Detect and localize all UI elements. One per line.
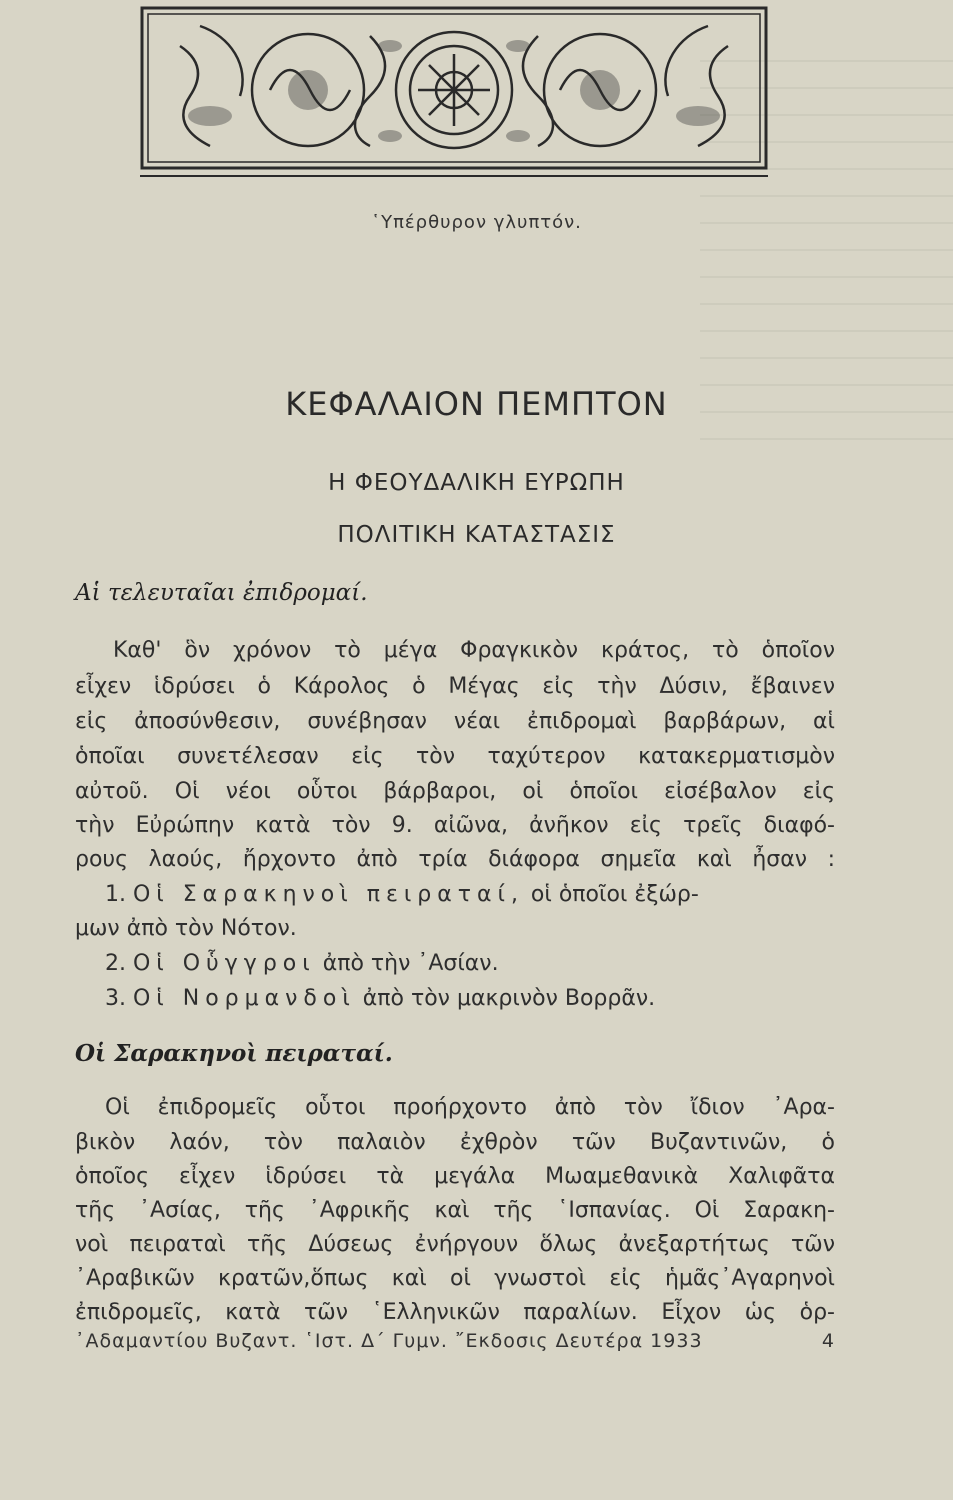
section-heading: Αἱ τελευταῖαι ἐπιδρομαί.	[75, 580, 368, 606]
page-number: 4	[821, 1330, 835, 1352]
lintel-carving-illustration	[140, 6, 768, 182]
list-item	[105, 984, 835, 1014]
paragraph-line: τῆς ᾿Ασίας, τῆς ᾿Αφρικῆς καὶ τῆς ῾Ισπανίας. Οἱ Σαρακη-	[75, 1198, 835, 1223]
footer-source: ᾿Αδαμαντίου Βυζαντ. ῾Ιστ. Δ΄ Γυμν. ῎Εκδοσις Δευτέρα 1933	[75, 1330, 703, 1352]
list-number: 1.	[105, 882, 133, 907]
list-item	[75, 914, 835, 944]
paragraph-line: αὐτοῦ. Οἱ νέοι οὗτοι βάρβαροι, οἱ ὁποῖοι εἰσέβαλον εἰς	[75, 779, 835, 804]
list-term: Οἱ Νορμανδοὶ	[132, 986, 356, 1011]
list-item	[105, 949, 835, 979]
list-description: ἀπὸ τὸν μακρινὸν Βορρᾶν.	[355, 986, 656, 1011]
list-description: οἱ ὁποῖοι ἐξώρ-	[523, 882, 699, 907]
chapter-title: ΚΕΦΑΛΑΙΟΝ ΠΕΜΠΤΟΝ	[285, 385, 668, 423]
section-subtitle: ΠΟΛΙΤΙΚΗ ΚΑΤΑΣΤΑΣΙΣ	[337, 522, 616, 548]
list-description: ἀπὸ τὴν ᾿Ασίαν.	[315, 951, 499, 976]
paragraph-line: ᾿Αραβικῶν κρατῶν,ὅπως καὶ οἱ γνωστοὶ εἰς ἡμᾶς᾿Αγαρηνοὶ	[75, 1266, 835, 1291]
paragraph-line: νοὶ πειραταὶ τῆς Δύσεως ἐνήργουν ὅλως ἀνεξαρτήτως τῶν	[75, 1232, 835, 1257]
paragraph-line: τὴν Εὐρώπην κατὰ τὸν 9. αἰῶνα, ἀνῆκον εἰς τρεῖς διαφό-	[75, 813, 835, 838]
paragraph-line: ὁποῖος εἶχεν ἱδρύσει τὰ μεγάλα Μωαμεθανικὰ Χαλιφᾶτα	[75, 1164, 835, 1189]
paragraph-line: Καθ' ὃν χρόνον τὸ μέγα Φραγκικὸν κράτος, τὸ ὁποῖον	[113, 638, 835, 663]
chapter-subtitle: Η ΦΕΟΥΔΑΛΙΚΗ ΕΥΡΩΠΗ	[328, 470, 625, 496]
illustration-caption: ῾Υπέρθυρον γλυπτόν.	[371, 212, 582, 233]
paragraph-line: ἐπιδρομεῖς, κατὰ τῶν ῾Ελληνικῶν παραλίων. Εἶχον ὡς ὁρ-	[75, 1300, 835, 1325]
page-footer	[75, 1330, 835, 1352]
paragraph-line: βικὸν λαόν, τὸν παλαιὸν ἐχθρὸν τῶν Βυζαντινῶν, ὁ	[75, 1130, 835, 1155]
list-number: 3.	[105, 986, 133, 1011]
list-description: μων ἀπὸ τὸν Νότον.	[75, 916, 297, 941]
paragraph-line: εἰς ἀποσύνθεσιν, συνέβησαν νέαι ἐπιδρομαὶ βαρβάρων, αἱ	[75, 709, 835, 734]
paragraph-line: ρους λαούς, ἤρχοντο ἀπὸ τρία διάφορα σημεῖα καὶ ἦσαν :	[75, 847, 835, 872]
paragraph-line: ὁποῖαι συνετέλεσαν εἰς τὸν ταχύτερον κατακερματισμὸν	[75, 744, 835, 769]
list-item	[105, 880, 835, 910]
section-heading: Οἱ Σαρακηνοὶ πειραταί.	[75, 1040, 393, 1067]
paragraph-line: εἶχεν ἱδρύσει ὁ Κάρολος ὁ Μέγας εἰς τὴν Δύσιν, ἔβαινεν	[75, 674, 835, 699]
list-term: Οἱ Σαρακηνοὶ πειραταί,	[132, 882, 524, 907]
list-term: Οἱ Οὗγγροι	[132, 951, 316, 976]
paragraph-line: Οἱ ἐπιδρομεῖς οὗτοι προήρχοντο ἀπὸ τὸν ἴδιον ᾿Αρα-	[105, 1095, 835, 1120]
list-number: 2.	[105, 951, 133, 976]
